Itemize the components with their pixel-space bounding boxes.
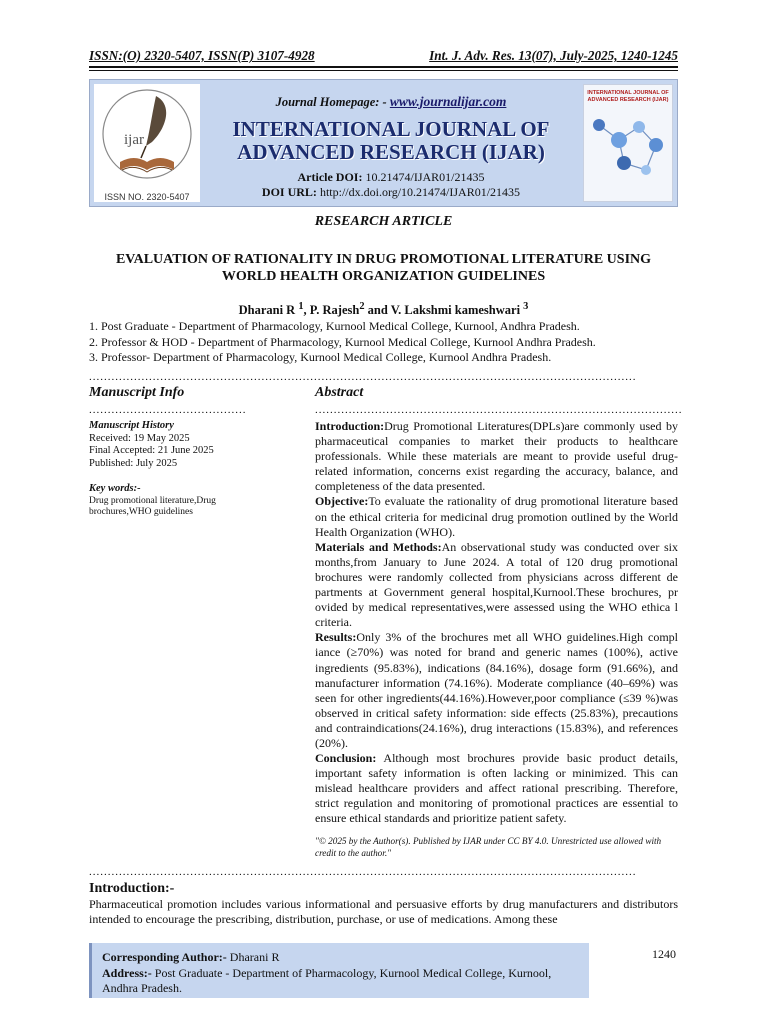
abstract-intro-text: Drug Promotional Literatures(DPLs)are commonly used by pharmaceutical companies to market their products to healthcare professionals. While these materials are meant to provide useful drug-related information, concerns exist regarding the accuracy, balance, and completeness of the data presented.: [315, 419, 678, 494]
abstract-results: [315, 630, 678, 751]
history-label: Manuscript History: [89, 420, 174, 431]
affiliation-3: 3. Professor- Department of Pharmacology, Kurnool Medical College, Kurnool Andhra Pradesh.: [89, 350, 552, 364]
header-rule-thin: [89, 70, 678, 71]
accepted-date: Final Accepted: 21 June 2025: [89, 445, 214, 456]
abstract-conclusion-text: Although most brochures provide basic product details, important safety information is often lacking or minimized. This can mislead healthcare providers and affect rational prescribing. Therefore, strict regulation and monitoring of promotional practices are essential to ensure ethical standards and prioritize patient safety.: [315, 751, 678, 826]
citation-text: Int. J. Adv. Res. 13(07), July-2025, 1240-1245: [429, 48, 678, 63]
quill-book-icon: [94, 84, 200, 188]
author-2-sup: 2: [359, 301, 365, 312]
abstract-intro-label: Introduction:: [315, 419, 385, 433]
abstract-objective-text: To evaluate the rationality of drug promotional literature based on the ethical criteria for medicinal drug promotion outlined by the World Health Organization (WHO).: [315, 494, 678, 539]
dotted-divider-left: ..........................................: [89, 404, 247, 416]
abstract-results-label: Results:: [315, 630, 357, 645]
dotted-divider-bottom: ..................................................................................................................................................: [89, 866, 637, 878]
abstract-body: [315, 419, 678, 827]
keywords-label: Key words:-: [89, 483, 141, 494]
abstract-objective-label: Objective:: [315, 494, 369, 509]
abstract-methods: [315, 540, 678, 631]
affiliation-2: 2. Professor & HOD - Department of Pharmacology, Kurnool Medical College, Kurnool Andhra Pradesh.: [89, 334, 596, 349]
article-type: RESEARCH ARTICLE: [314, 214, 453, 229]
page-number: 1240: [652, 947, 676, 961]
doi-value: 10.21474/IJAR01/21435: [365, 170, 485, 184]
paper-title: [89, 251, 678, 285]
abstract-conclusion: [315, 751, 678, 826]
corresponding-author-box: [89, 943, 589, 998]
journal-title-line2: ADVANCED RESEARCH (IJAR): [237, 140, 545, 164]
abstract-results-text: Only 3% of the brochures met all WHO guidelines.High compl iance (≥70%) was noted for brand and generic names (100%), active ingredients (95.83%), indications (84.16%), dosage form (91.66%), and manufacturer information (74.16%). Moderate compliance (40–69%) was seen for other ingredients(44.16%).However,poor compliance (≤39 %)was observed in critical safety information: side effects (25.83%), precautions and contraindications(24.16%), drug interactions (15.83%), and references (20%).: [315, 630, 678, 750]
header-rule-thick: [89, 66, 678, 68]
manuscript-info-heading: Manuscript Info: [89, 385, 185, 400]
author-3-sup: 3: [523, 301, 529, 312]
corr-label: Corresponding Author:-: [102, 950, 227, 964]
paper-title-line1: EVALUATION OF RATIONALITY IN DRUG PROMOTIONAL LITERATURE USING: [115, 252, 652, 267]
homepage-label: Journal Homepage: -: [275, 95, 390, 109]
logo-issn: ISSN NO. 2320-5407: [104, 192, 190, 202]
address-label: Address:-: [102, 965, 152, 980]
doi-url-link[interactable]: http://dx.doi.org/10.21474/IJAR01/21435: [319, 185, 521, 199]
doi-block: [206, 170, 576, 200]
paper-title-line2: WORLD HEALTH ORGANIZATION GUIDELINES: [221, 269, 546, 284]
molecule-icon: [584, 105, 674, 185]
copyright-notice: "© 2025 by the Author(s). Published by IJAR under CC BY 4.0. Unrestricted use allowed with credit to the author.": [315, 836, 662, 858]
author-3: V. Lakshmi kameshwari: [390, 303, 521, 318]
author-2: P. Rajesh: [309, 303, 360, 318]
dotted-divider-right: ..................................................................................................: [315, 404, 683, 416]
author-1-sup: 1: [298, 301, 304, 312]
journal-cover-thumbnail: [583, 84, 673, 202]
doi-url-label: DOI URL:: [261, 185, 317, 199]
affiliation-1: 1. Post Graduate - Department of Pharmacology, Kurnool Medical College, Kurnool, Andhra Pradesh.: [89, 319, 580, 333]
introduction-heading: Introduction:-: [89, 881, 175, 896]
journal-homepage: [206, 94, 576, 110]
dotted-divider: ..................................................................................................................................................: [89, 371, 637, 383]
author-1: Dharani R: [238, 303, 296, 318]
author-and: and: [367, 303, 388, 318]
journal-title-line1: INTERNATIONAL JOURNAL OF: [232, 117, 550, 141]
author-list: Dharani R $^1$, P. Rajesh$^2$ and V. Lakshmi kameshwari $^3$: [238, 301, 529, 318]
logo-text: ijar: [124, 132, 144, 148]
journal-title: [206, 118, 576, 164]
corr-name: Dharani R: [226, 950, 280, 964]
abstract-methods-text: An observational study was conducted over six months,from January to June 2024. A total of 120 drug promotional brochures were randomly collected from physicians across different de partments at Government general hospital,Kurnool.These brochures, pr ovided by medical representatives,were assessed using the WHO ethica l criteria.: [315, 539, 678, 630]
journal-banner: [89, 79, 678, 207]
abstract-heading: Abstract: [315, 385, 364, 400]
abstract-introduction: [315, 419, 678, 494]
cover-title: INTERNATIONAL JOURNAL OF ADVANCED RESEARCH (IJAR): [587, 90, 669, 103]
abstract-conclusion-label: Conclusion:: [315, 751, 377, 766]
doi-label: Article DOI:: [297, 170, 363, 184]
introduction-text: Pharmaceutical promotion includes various informational and persuasive efforts by drug manufacturers and distributors intended to encourage the prescribing, distribution, purchase, or use of medications. Among these: [89, 897, 678, 926]
abstract-methods-label: Materials and Methods:: [315, 539, 442, 554]
abstract-objective: [315, 494, 678, 539]
published-date: Published: July 2025: [89, 457, 178, 469]
banner-center: [206, 80, 576, 200]
keywords-text: Drug promotional literature,Drug brochures,WHO guidelines: [89, 495, 216, 517]
address-text: Post Graduate - Department of Pharmacology, Kurnool Medical College, Kurnool, Andhra Pradesh.: [102, 965, 552, 995]
received-date: Received: 19 May 2025: [89, 432, 190, 444]
manuscript-info: [89, 420, 274, 519]
affiliations: [89, 319, 678, 366]
running-header: [89, 48, 678, 64]
homepage-link[interactable]: www.journalijar.com: [389, 94, 507, 109]
journal-logo: [94, 84, 200, 202]
issn-text: ISSN:(O) 2320-5407, ISSN(P) 3107-4928: [89, 48, 315, 63]
